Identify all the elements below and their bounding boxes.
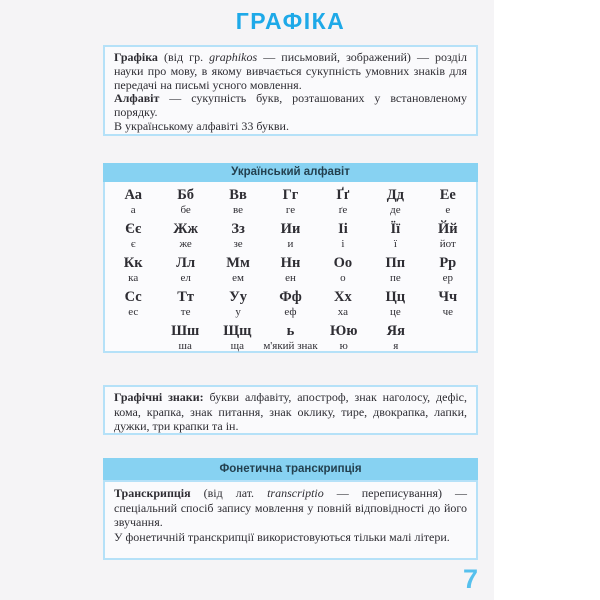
alphabet-letter-name: ха xyxy=(337,306,349,318)
alphabet-cell-empty xyxy=(107,323,159,353)
definition-box xyxy=(103,45,478,136)
alphabet-letter-name: ї xyxy=(393,238,397,250)
alphabet-letter-name: йот xyxy=(439,238,456,250)
alphabet-cell xyxy=(107,289,159,319)
alphabet-cell xyxy=(422,221,474,251)
alphabet-cell xyxy=(159,323,211,353)
alphabet-letter: Оо xyxy=(333,255,353,271)
alphabet-cell xyxy=(369,221,421,251)
alphabet-letter-name: ел xyxy=(180,272,191,284)
alphabet-letter-name: ем xyxy=(232,272,244,284)
alphabet-letter: Юю xyxy=(330,323,358,339)
alphabet-cell xyxy=(212,255,264,285)
alphabet-letter-name: о xyxy=(340,272,346,284)
alphabet-letter-name: и xyxy=(287,238,294,250)
alphabet-letter: ь xyxy=(286,323,295,339)
alphabet-cell xyxy=(107,255,159,285)
term-transcription: Транскрипція xyxy=(114,486,191,500)
alphabet-letter: Ии xyxy=(280,221,301,237)
alphabet-cell xyxy=(317,187,369,217)
alphabet-row xyxy=(107,255,474,289)
alphabet-letter: Бб xyxy=(177,187,195,203)
term-alfavit: Алфавіт xyxy=(114,91,160,106)
alphabet-letter: Щщ xyxy=(223,323,252,339)
alphabet-letter-name: де xyxy=(390,204,401,216)
alphabet-cell xyxy=(317,221,369,251)
alphabet-letter: Тт xyxy=(177,289,195,305)
alphabet-letter-name: ен xyxy=(285,272,296,284)
transcription-paragraph-lowercase: У фонетичній транскрипції використовуються тільки малі літери. xyxy=(114,529,450,544)
alphabet-letter-name: у xyxy=(235,306,241,318)
alphabet-letter: Фф xyxy=(279,289,302,305)
alphabet-letter: Лл xyxy=(176,255,196,271)
page-number: 7 xyxy=(462,564,478,594)
alphabet-letter: Пп xyxy=(385,255,406,271)
foreign-word-graphikos: graphikos xyxy=(209,50,258,64)
alphabet-cell xyxy=(370,323,422,353)
alphabet-letter-name: ес xyxy=(128,306,139,318)
alphabet-letter-name: я xyxy=(393,340,399,352)
alphabet-letter: Чч xyxy=(438,289,458,305)
alphabet-letter: Ґґ xyxy=(336,187,350,203)
alphabet-cell xyxy=(318,323,370,353)
definition-paragraph-grafika: Графіка (від гр. graphikos — письмовий, зображений) — розділ науки про мову, в якому вивчається сукупність умовних знаків для передачі на письмі усного мовлення. xyxy=(114,50,467,92)
alphabet-letter-name: пе xyxy=(389,272,401,284)
alphabet-cell xyxy=(263,323,317,353)
alphabet-cell xyxy=(159,221,211,251)
alphabet-letter-name: еф xyxy=(284,306,297,318)
alphabet-row xyxy=(107,187,474,221)
alphabet-letter-name: же xyxy=(179,238,192,250)
alphabet-letter-name: те xyxy=(180,306,191,318)
alphabet-cell xyxy=(422,289,474,319)
alphabet-cell xyxy=(317,289,369,319)
alphabet-cell xyxy=(107,221,159,251)
alphabet-letter: Мм xyxy=(226,255,250,271)
alphabet-letter-name: а xyxy=(130,204,136,216)
alphabet-letter-name: ка xyxy=(128,272,139,284)
alphabet-cell xyxy=(159,255,211,285)
graphic-signs-paragraph: Графічні знаки: букви алфавіту, апостроф, знак наголосу, дефіс, кома, крапка, знак питання, знак оклику, тире, двокрапка, лапки, дужки, три крапки та ін. xyxy=(114,390,468,433)
alphabet-letter: Йй xyxy=(437,221,458,237)
alphabet-letter: Єє xyxy=(125,221,142,237)
alphabet-cell xyxy=(264,289,316,319)
alphabet-letter-name: че xyxy=(442,306,453,318)
alphabet-letter: Гг xyxy=(282,187,299,203)
alphabet-letter-name: ґе xyxy=(338,204,348,216)
alphabet-letter-name: це xyxy=(389,306,401,318)
alphabet-letter: Дд xyxy=(386,187,404,203)
alphabet-cell xyxy=(159,187,211,217)
alphabet-letter: Нн xyxy=(280,255,301,271)
alphabet-letter-name: ща xyxy=(230,340,244,352)
alphabet-cell xyxy=(369,289,421,319)
alphabet-letter: Жж xyxy=(173,221,199,237)
alphabet-table-header: Український алфавіт xyxy=(103,163,478,182)
alphabet-row xyxy=(107,221,474,255)
alphabet-table xyxy=(103,182,478,353)
alphabet-letter-name: е xyxy=(445,204,451,216)
alphabet-cell xyxy=(159,289,211,319)
alphabet-cell xyxy=(212,289,264,319)
alphabet-letter-name: ге xyxy=(285,204,296,216)
alphabet-letter: Іі xyxy=(338,221,348,237)
alphabet-letter: Цц xyxy=(385,289,406,305)
alphabet-cell xyxy=(212,187,264,217)
alphabet-letter: Її xyxy=(390,221,401,237)
alphabet-letter: Рр xyxy=(439,255,457,271)
alphabet-cell-empty xyxy=(422,323,474,353)
foreign-word-transcriptio: transcriptio xyxy=(267,486,324,500)
alphabet-letter: Шш xyxy=(171,323,200,339)
term-graphic-signs: Графічні знаки: xyxy=(114,390,204,404)
alphabet-letter: Кк xyxy=(123,255,143,271)
alphabet-row xyxy=(107,323,474,357)
alphabet-cell xyxy=(264,187,316,217)
alphabet-letter: Зз xyxy=(231,221,245,237)
transcription-paragraph-definition: Транскрипція (від лат. transcriptio — переписування) — спеціальний спосіб запису мовлення у повній відповідності до його звучання. xyxy=(114,486,467,529)
transcription-header: Фонетична транскрипція xyxy=(103,458,478,480)
graphic-signs-box xyxy=(103,385,478,435)
alphabet-cell xyxy=(264,221,316,251)
alphabet-letter-name: і xyxy=(341,238,345,250)
alphabet-cell xyxy=(422,255,474,285)
alphabet-letter-name: зе xyxy=(233,238,243,250)
alphabet-cell xyxy=(369,255,421,285)
alphabet-letter-name: м'який знак xyxy=(263,340,318,352)
alphabet-cell xyxy=(369,187,421,217)
alphabet-cell xyxy=(422,187,474,217)
alphabet-cell xyxy=(211,323,263,353)
alphabet-letter: Яя xyxy=(386,323,405,339)
alphabet-cell xyxy=(212,221,264,251)
transcription-box xyxy=(103,480,478,560)
term-grafika: Графіка xyxy=(114,50,158,64)
alphabet-letter-name: є xyxy=(130,238,136,250)
alphabet-letter-name: ша xyxy=(178,340,192,352)
alphabet-letter: Хх xyxy=(334,289,352,305)
alphabet-letter-name: бе xyxy=(180,204,191,216)
alphabet-letter-name: ю xyxy=(339,340,348,352)
alphabet-letter-name: ве xyxy=(233,204,244,216)
alphabet-letter: Уу xyxy=(229,289,248,305)
alphabet-letter: Вв xyxy=(229,187,247,203)
alphabet-letter-name: ер xyxy=(442,272,453,284)
alphabet-cell xyxy=(107,187,159,217)
definition-paragraph-alfavit: Алфавіт — сукупність букв, розташованих у встановленому порядку. xyxy=(114,91,467,120)
alphabet-letter: Ее xyxy=(439,187,456,203)
definition-paragraph-33-letters: В українському алфавіті 33 букви. xyxy=(114,118,289,133)
alphabet-cell xyxy=(264,255,316,285)
alphabet-letter: Аа xyxy=(124,187,142,203)
page-title: ГРАФІКА xyxy=(235,8,346,34)
alphabet-cell xyxy=(317,255,369,285)
alphabet-row xyxy=(107,289,474,323)
alphabet-letter: Сс xyxy=(124,289,142,305)
